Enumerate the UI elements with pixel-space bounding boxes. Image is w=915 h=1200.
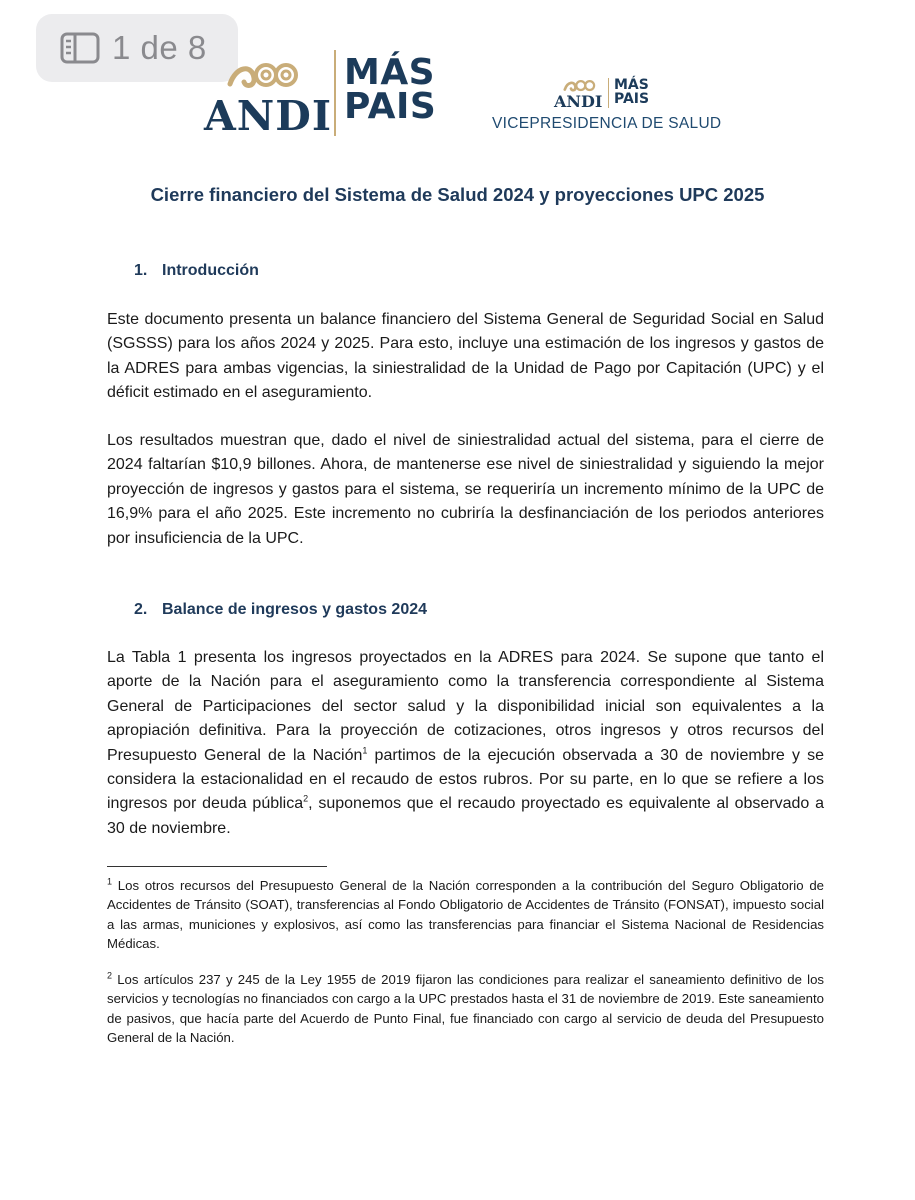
vicepresidencia-salud-logo bbox=[490, 76, 740, 136]
footnote-2 bbox=[107, 970, 824, 1047]
paragraph-text: La Tabla 1 presenta los ingresos proyectados en la ADRES para 2024. Se supone que tanto el aporte de la Nación para el aseguramiento como la transferencia correspondiente al Sistema General de Participaciones del sector salud y la disponibilidad inicial son equivalentes a la apropiación definitiva. Para la proyección de cotizaciones, otros ingresos y otros recursos del Presupuesto General de la Nación bbox=[107, 649, 824, 764]
footnote-separator bbox=[107, 866, 327, 867]
footnote-mark: 1 bbox=[107, 876, 113, 887]
logo-subtitle: VICEPRESIDENCIA DE SALUD bbox=[492, 115, 722, 132]
paragraph-text: partimos de la ejecución observada a 30 de noviembre y se considera la estacionalidad en el recaudo de estos rubros. Por su parte, en lo que se refiere a los ingresos por deuda pública bbox=[107, 746, 824, 813]
footnote-text: Los otros recursos del Presupuesto General de la Nación corresponden a la contribución del Seguro Obligatorio de Accidentes de Tránsito (SOAT), transferencias al Fondo Obligatorio de Accidentes de Tránsito (FONSAT), impuesto social a las armas, municiones y explosivos, así como las transferencias para financiar el Sistema Nacional de Residencias Médicas. bbox=[107, 878, 824, 951]
small-logo-mas-text: MÁS bbox=[614, 77, 649, 93]
page-indicator-text: 1 de 8 bbox=[112, 29, 207, 66]
footnote-ref-2[interactable]: 2 bbox=[303, 794, 309, 805]
small-logo-pais-text: PAIS bbox=[614, 91, 650, 107]
footnote-1 bbox=[107, 876, 824, 953]
logo-mas-text: MÁS bbox=[344, 52, 436, 93]
section-title: Introducción bbox=[162, 262, 259, 279]
footnote-text: Los artículos 237 y 245 de la Ley 1955 de 2019 fijaron las condiciones para realizar el saneamiento definitivo de los servicios y tecnologías no financiados con cargo a la UPC prestados hasta el 31 de noviembre de 2019. Este saneamiento de pasivos, que hacía parte del Acuerdo de Punto Final, fue financiado con cargo al servicio de deuda del Presupuesto General de la Nación. bbox=[107, 972, 824, 1045]
paragraph-text: , suponemos que el recaudo proyectado es equivalente al observado a 30 de noviembre. bbox=[107, 795, 824, 837]
logo-mas-pais-text bbox=[344, 52, 437, 127]
section-title: Balance de ingresos y gastos 2024 bbox=[162, 601, 428, 618]
andi-swirl-icon bbox=[226, 58, 298, 94]
footnote-mark: 2 bbox=[107, 970, 113, 981]
footnote-ref-1[interactable]: 1 bbox=[362, 745, 368, 756]
section-heading-balance bbox=[134, 601, 427, 619]
logo-pais-text: PAIS bbox=[344, 86, 437, 127]
logo-divider bbox=[334, 50, 336, 136]
logo-andi-text: ANDI bbox=[204, 92, 333, 140]
small-logo-andi-text: ANDI bbox=[554, 92, 603, 111]
paragraph: Este documento presenta un balance financiero del Sistema General de Seguridad Social en Salud (SGSSS) para los años 2024 y 2025. Para esto, incluye una estimación de los ingresos y gastos de la ADRES para ambas vigencias, la siniestralidad de la Unidad de Pago por Capitación (UPC) y el déficit estimado en el aseguramiento. bbox=[107, 311, 824, 402]
sidebar-toggle-icon[interactable] bbox=[60, 32, 100, 64]
small-logo-divider bbox=[608, 78, 609, 108]
document-title: Cierre financiero del Sistema de Salud 2024 y proyecciones UPC 2025 bbox=[150, 184, 765, 205]
andi-mas-pais-logo bbox=[204, 50, 454, 138]
section-number: 2. bbox=[134, 601, 148, 618]
small-logo-mas-pais-text bbox=[614, 78, 649, 106]
paragraph bbox=[107, 646, 824, 841]
section-number: 1. bbox=[134, 262, 148, 279]
section-heading-introduccion bbox=[134, 262, 259, 280]
paragraph: Los resultados muestran que, dado el nivel de siniestralidad actual del sistema, para el cierre de 2024 faltarían $10,9 billones. Ahora, de mantenerse ese nivel de siniestralidad y siguiendo la mejor proyección de ingresos y gastos para el sistema, se requeriría un incremento mínimo de la UPC de 16,9% para el año 2025. Este incremento no cubriría la desfinanciación de los periodos anteriores por insuficiencia de la UPC. bbox=[107, 432, 824, 547]
